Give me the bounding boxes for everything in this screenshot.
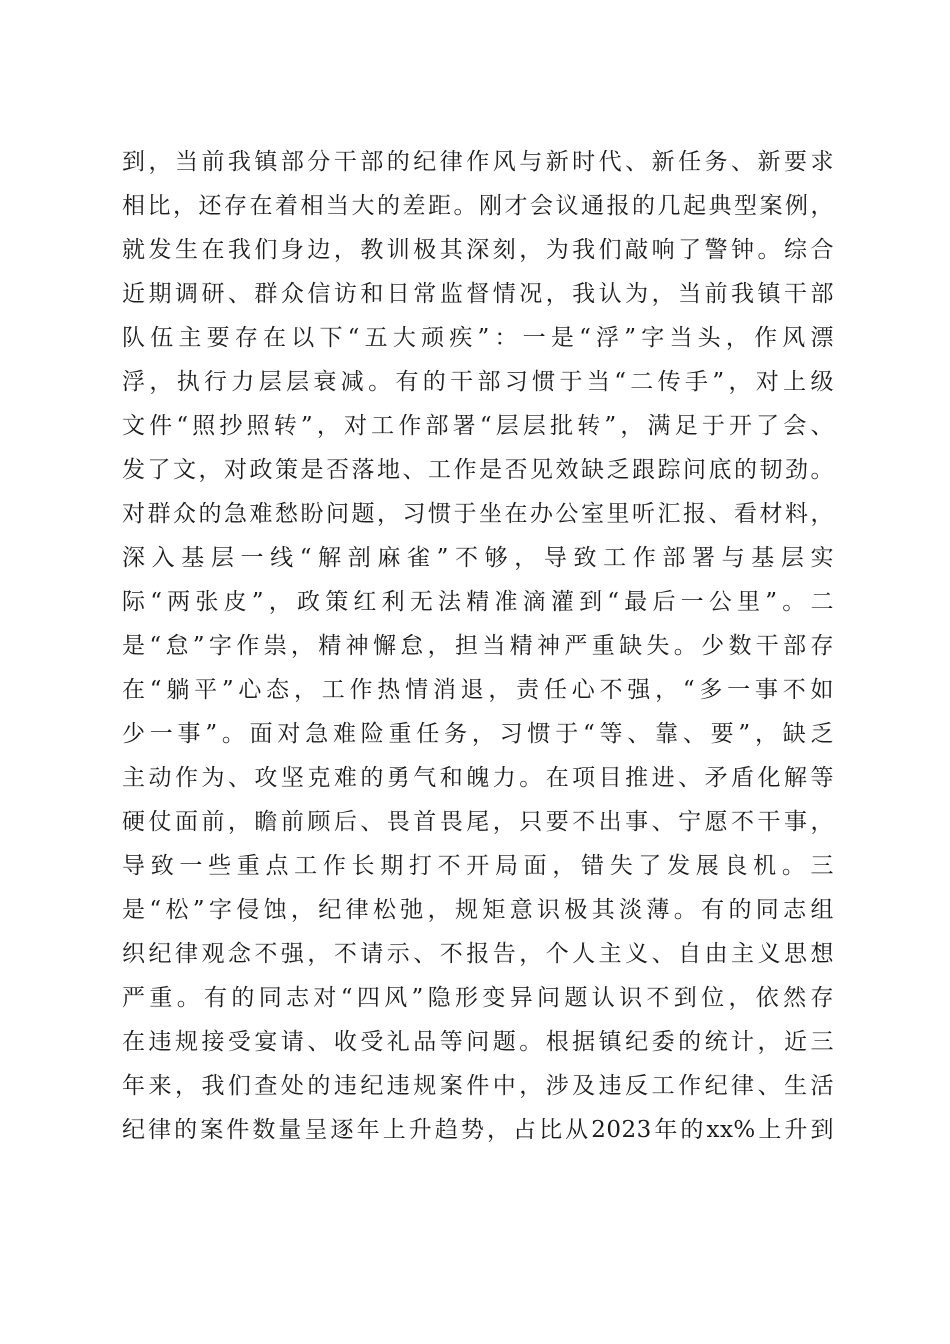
text-line-7: 文件“照抄照转”，对工作部署“层层批转”，满足于开了会、 [122, 413, 834, 439]
text-line-6: 浮，执行力层层衰减。有的干部习惯于当“二传手”，对上级 [122, 369, 834, 395]
text-line-18: 是“松”字侵蚀，纪律松弛，规矩意识极其淡薄。有的同志组 [122, 897, 834, 923]
text-line-17: 导致一些重点工作长期打不开局面，错失了发展良机。三 [122, 853, 834, 879]
text-line-21: 在违规接受宴请、收受礼品等问题。根据镇纪委的统计，近三 [122, 1029, 834, 1055]
text-line-10: 深入基层一线“解剖麻雀”不够，导致工作部署与基层实 [122, 545, 834, 571]
text-line-9: 对群众的急难愁盼问题，习惯于坐在办公室里听汇报、看材料， [122, 501, 834, 527]
text-line-11: 际“两张皮”，政策红利无法精准滴灌到“最后一公里”。二 [122, 589, 834, 615]
text-line-3: 就发生在我们身边，教训极其深刻，为我们敲响了警钟。综合 [122, 237, 834, 263]
text-line-23: 纪律的案件数量呈逐年上升趋势，占比从2023年的xx%上升到 [122, 1117, 834, 1143]
text-line-4: 近期调研、群众信访和日常监督情况，我认为，当前我镇干部 [122, 281, 834, 307]
text-line-19: 织纪律观念不强，不请示、不报告，个人主义、自由主义思想 [122, 941, 834, 967]
text-line-8: 发了文，对政策是否落地、工作是否见效缺乏跟踪问底的韧劲。 [122, 457, 834, 483]
text-line-14: 少一事”。面对急难险重任务，习惯于“等、靠、要”，缺乏 [122, 721, 834, 747]
text-line-13: 在“躺平”心态，工作热情消退，责任心不强，“多一事不如 [122, 677, 834, 703]
text-line-20: 严重。有的同志对“四风”隐形变异问题认识不到位，依然存 [122, 985, 834, 1011]
text-line-16: 硬仗面前，瞻前顾后、畏首畏尾，只要不出事、宁愿不干事， [122, 809, 834, 835]
body-paragraph [122, 140, 834, 1152]
text-line-5: 队伍主要存在以下“五大顽疾”：一是“浮”字当头，作风漂 [122, 325, 834, 351]
text-line-15: 主动作为、攻坚克难的勇气和魄力。在项目推进、矛盾化解等 [122, 765, 834, 791]
text-line-1: 到，当前我镇部分干部的纪律作风与新时代、新任务、新要求 [122, 149, 834, 175]
text-line-2: 相比，还存在着相当大的差距。刚才会议通报的几起典型案例， [122, 193, 834, 219]
text-line-12: 是“怠”字作祟，精神懈怠，担当精神严重缺失。少数干部存 [122, 633, 834, 659]
text-line-22: 年来，我们查处的违纪违规案件中，涉及违反工作纪律、生活 [122, 1073, 834, 1099]
